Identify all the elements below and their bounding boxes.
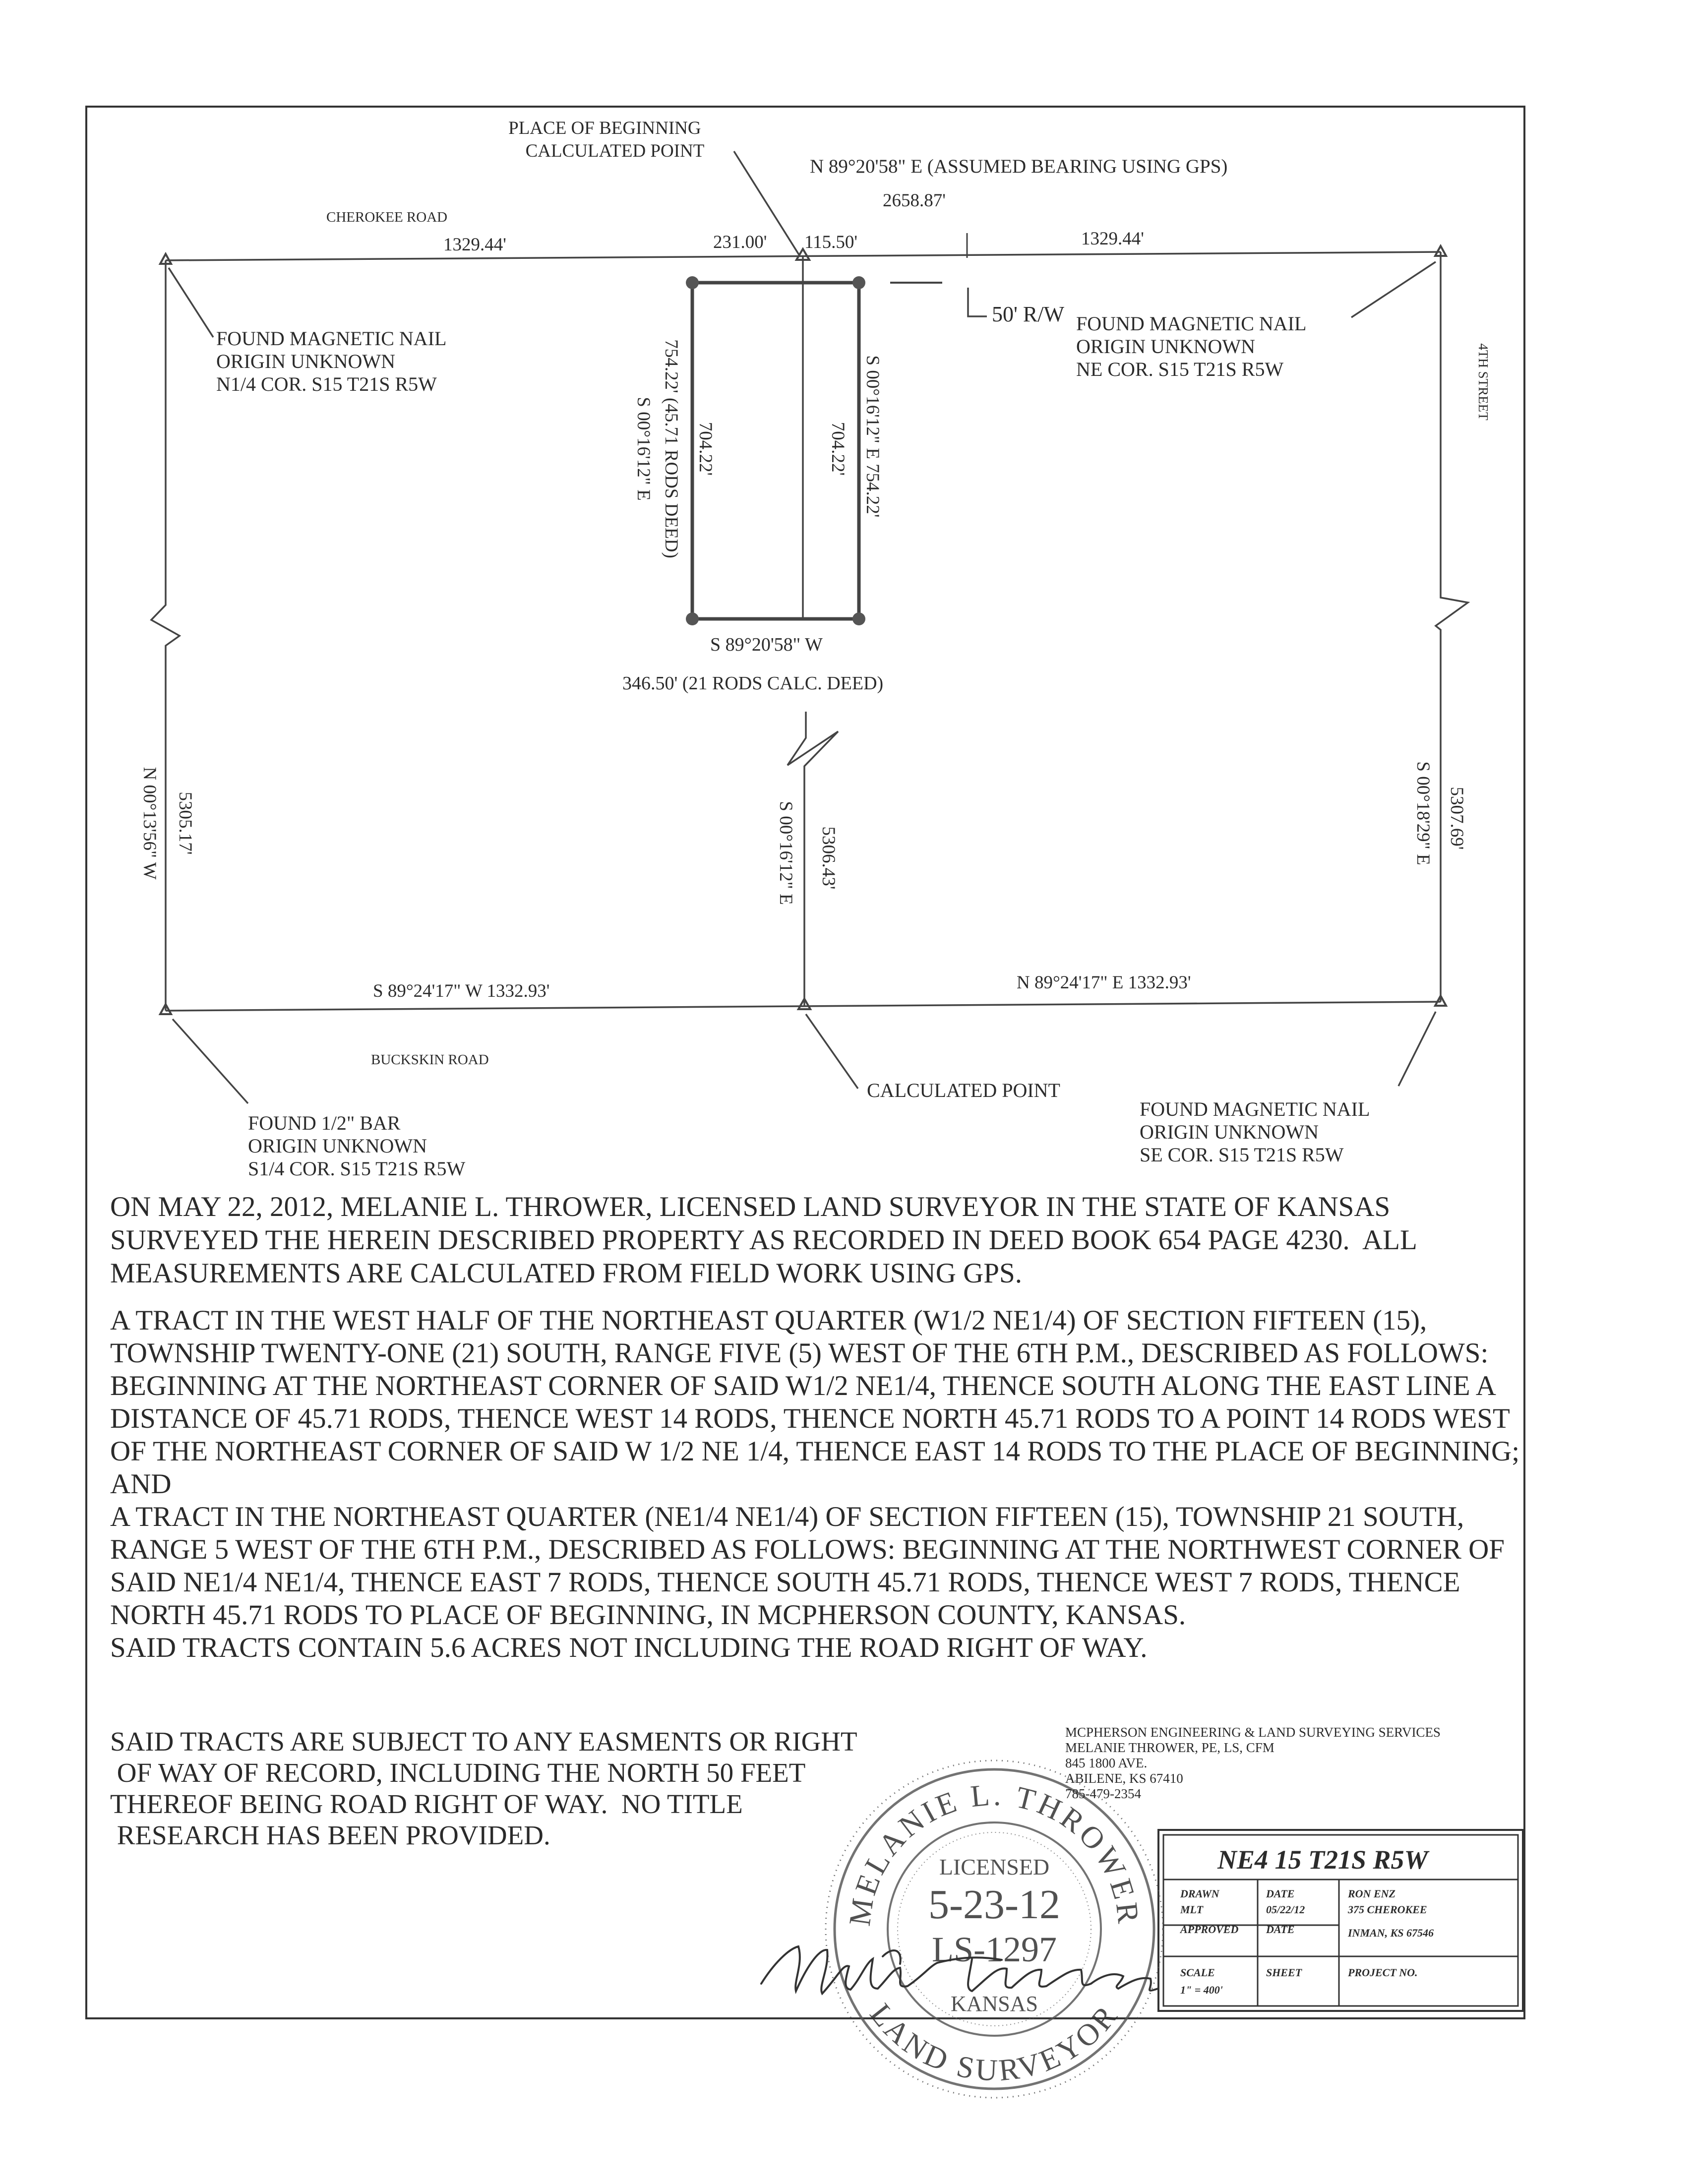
project-label: PROJECT NO. (1348, 1966, 1418, 1979)
ne-monument-leader (1351, 262, 1436, 317)
east-line-dist: 5307.69' (1447, 787, 1467, 850)
buckskin-road-label: BUCKSKIN ROAD (371, 1052, 489, 1068)
row-dimension-leader (968, 288, 987, 316)
title-block-title: NE4 15 T21S R5W (1217, 1845, 1428, 1875)
mid-line-dist: 5306.43' (818, 826, 839, 890)
west-section-line (151, 260, 180, 1011)
tract-inner-dist-2: 704.22' (828, 422, 848, 476)
east-section-line (1436, 252, 1468, 1002)
tract-corner-se (852, 612, 865, 625)
date-label: DATE (1266, 1887, 1295, 1900)
approved-label: APPROVED (1180, 1923, 1239, 1936)
scale-label: SCALE (1180, 1966, 1215, 1979)
calculated-point-label: CALCULATED POINT (867, 1079, 1060, 1101)
sw-monument-label: FOUND 1/2" BAR ORIGIN UNKNOWN S1/4 COR. S15 T21S R5W (248, 1112, 466, 1180)
seal-state: KANSAS (950, 1992, 1038, 2016)
surveying-firm-info: MCPHERSON ENGINEERING & LAND SURVEYING SERVICES MELANIE THROWER, PE, LS, CFM 845 1800 AVE. ABILENE, KS 67410 785-479-2354 (1065, 1725, 1441, 1801)
mid-line-bearing: S 00°16'12" E (776, 801, 796, 905)
seal-licensed: LICENSED (939, 1854, 1050, 1880)
tract-east-bearing: S 00°16'12" E 754.22' (862, 355, 883, 518)
approved-date-label: DATE (1266, 1923, 1295, 1936)
seal-date: 5-23-12 (928, 1881, 1060, 1928)
north-west-dist: 1329.44' (443, 235, 506, 255)
north-east-dist: 1329.44' (1081, 229, 1144, 249)
tract-west-bearing: S 00°16'12" E (633, 397, 654, 501)
pob-label: PLACE OF BEGINNING CALCULATED POINT (508, 118, 705, 161)
dist-115: 115.50' (804, 232, 858, 252)
tract-south-dist: 346.50' (21 RODS CALC. DEED) (622, 673, 884, 694)
tract-west-deed-dist: 754.22' (45.71 RODS DEED) (661, 339, 681, 558)
client-address1: 375 CHEROKEE (1348, 1903, 1427, 1916)
seal-license-no: LS-1297 (932, 1930, 1057, 1969)
drawn-label: DRAWN (1180, 1887, 1219, 1900)
surveyor-seal (826, 1760, 1163, 2098)
nw-monument-label: FOUND MAGNETIC NAIL ORIGIN UNKNOWN N1/4 COR. S15 T21S R5W (216, 327, 446, 395)
survey-statement: ON MAY 22, 2012, MELANIE L. THROWER, LICENSED LAND SURVEYOR IN THE STATE OF KANSAS SURVEYED THE HEREIN DESCRIBED PROPERTY AS RECORDED IN DEED BOOK 654 PAGE 4230. ALL MEASUREMENTS ARE CALCULATED FROM FIELD WORK USING GPS. (110, 1191, 1417, 1289)
title-block (1158, 1830, 1523, 2011)
tract-legal-description: A TRACT IN THE WEST HALF OF THE NORTHEAST QUARTER (W1/2 NE1/4) OF SECTION FIFTEEN (15), TOWNSHIP TWENTY-ONE (21) SOUTH, RANGE FIVE (5) WEST OF THE 6TH P.M., DESCRIBED AS FOLLOWS: BEGINNING AT THE NORTHEAST CORNER OF SAID W1/2 NE1/4, THENCE SOUTH ALONG THE EAST LINE A DISTANCE OF 45.71 RODS, THENCE WEST 14 RODS, THENCE NORTH 45.71 RODS TO A POINT 14 RODS WEST OF THE NORTHEAST CORNER OF SAID W 1/2 NE 1/4, THENCE EAST 14 RODS TO THE PLACE OF BEGINNING; AND A TRACT IN THE NORTHEAST QUARTER (NE1/4 NE1/4) OF SECTION FIFTEEN (15), TOWNSHIP 21 SOUTH, RANGE 5 WEST OF THE 6TH P.M., DESCRIBED AS FOLLOWS: BEGINNING AT THE NORTHWEST CORNER OF SAID NE1/4 NE1/4, THENCE EAST 7 RODS, THENCE SOUTH 45.71 RODS, THENCE WEST 7 RODS, THENCE NORTH 45.71 RODS TO PLACE OF BEGINNING, IN MCPHERSON COUNTY, KANSAS. SAID TRACTS CONTAIN 5.6 ACRES NOT INCLUDING THE ROAD RIGHT OF WAY. (110, 1305, 1520, 1663)
scale-value: 1" = 400' (1180, 1984, 1223, 1996)
client-name: RON ENZ (1348, 1887, 1395, 1900)
south-west-line: S 89°24'17" W 1332.93' (373, 981, 550, 1001)
fourth-street-label: 4TH STREET (1476, 343, 1491, 421)
sheet-label: SHEET (1266, 1966, 1302, 1979)
south-east-line: N 89°24'17" E 1332.93' (1017, 972, 1191, 993)
cherokee-road-label: CHEROKEE ROAD (326, 209, 448, 225)
west-line-bearing: N 00°13'56" W (139, 767, 160, 880)
drawn-value: MLT (1180, 1903, 1204, 1916)
nw-monument-leader (169, 268, 213, 337)
date-value: 05/22/12 (1266, 1903, 1305, 1916)
tract-corner-ne (852, 276, 865, 289)
north-bearing: N 89°20'58" E (ASSUMED BEARING USING GPS) (810, 156, 1228, 177)
dist-231: 231.00' (713, 232, 767, 252)
se-monument-leader (1398, 1012, 1436, 1086)
client-address2: INMAN, KS 67546 (1348, 1927, 1434, 1939)
row-label: 50' R/W (992, 302, 1065, 326)
west-line-dist: 5305.17' (175, 791, 195, 855)
easement-note: SAID TRACTS ARE SUBJECT TO ANY EASMENTS OR RIGHT OF WAY OF RECORD, INCLUDING THE NORTH 50 FEET THEREOF BEING ROAD RIGHT OF WAY. NO TITLE RESEARCH HAS BEEN PROVIDED. (110, 1726, 857, 1850)
calc-point-leader (806, 1014, 858, 1089)
tract-corner-sw (686, 612, 699, 625)
seal-profession: LAND SURVEYOR (863, 1997, 1126, 2088)
se-monument-label: FOUND MAGNETIC NAIL ORIGIN UNKNOWN SE COR. S15 T21S R5W (1140, 1098, 1369, 1166)
north-total-dist: 2658.87' (883, 190, 946, 211)
plat-labels (139, 118, 1491, 1180)
tract-south-bearing: S 89°20'58" W (710, 634, 823, 655)
ne-monument-label: FOUND MAGNETIC NAIL ORIGIN UNKNOWN NE COR. S15 T21S R5W (1076, 312, 1306, 380)
east-line-bearing: S 00°18'29" E (1413, 761, 1433, 865)
seal-name: MELANIE L. THROWER (843, 1778, 1146, 1928)
sw-monument-leader (173, 1019, 248, 1103)
tract-inner-dist-1: 704.22' (695, 422, 716, 476)
tract-corner-nw (686, 276, 699, 289)
